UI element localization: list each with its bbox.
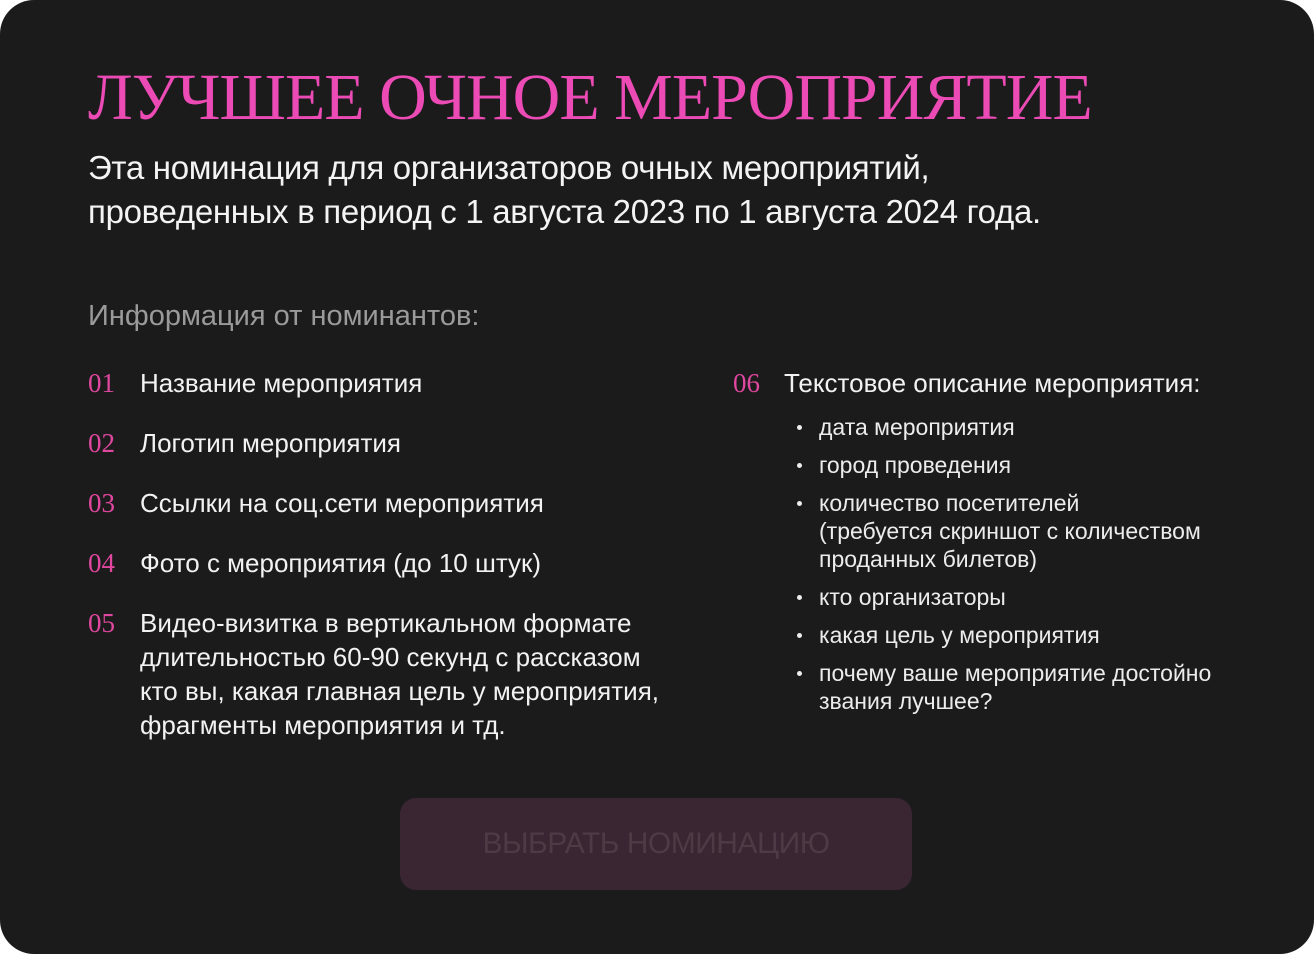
bullet-item bbox=[795, 621, 1295, 649]
item-text-line: Ссылки на соц.сети мероприятия bbox=[140, 488, 544, 518]
item-text bbox=[140, 366, 422, 400]
bullet-text: (требуется скриншот с количеством bbox=[819, 518, 1201, 544]
item-text bbox=[140, 606, 659, 742]
item-number: 03 bbox=[88, 488, 115, 518]
item-number: 02 bbox=[88, 428, 115, 458]
bullet-text: кто организаторы bbox=[819, 584, 1006, 610]
item-text-line: кто вы, какая главная цель у мероприятия, bbox=[140, 676, 659, 706]
item-text bbox=[140, 546, 541, 580]
item-text-line: Фото с мероприятия (до 10 штук) bbox=[140, 548, 542, 578]
item-number: 06 bbox=[733, 368, 760, 398]
bullet-item bbox=[795, 489, 1295, 573]
bullet-dot-icon bbox=[797, 463, 802, 468]
bullet-text: дата мероприятия bbox=[819, 414, 1015, 440]
bullet-text: какая цель у мероприятия bbox=[819, 622, 1100, 648]
bullet-dot-icon bbox=[797, 595, 802, 600]
bullet-text: город проведения bbox=[819, 452, 1012, 478]
bullet-text: звания лучшее? bbox=[819, 688, 993, 714]
bullet-text: почему ваше мероприятие достойно bbox=[819, 660, 1212, 686]
bullet-dot-icon bbox=[797, 425, 802, 430]
item-number: 01 bbox=[88, 368, 115, 398]
item-text bbox=[140, 486, 544, 520]
item-text: Текстовое описание мероприятия: bbox=[784, 368, 1201, 398]
item-text-line: Видео-визитка в вертикальном формате bbox=[140, 608, 632, 638]
select-nomination-button[interactable]: ВЫБРАТЬ НОМИНАЦИЮ bbox=[400, 798, 912, 890]
bullet-item bbox=[795, 413, 1295, 441]
nomination-title: ЛУЧШЕЕ ОЧНОЕ МЕРОПРИЯТИЕ bbox=[88, 61, 1092, 134]
description-line-2: проведенных в период с 1 августа 2023 по 1 августа 2024 года. bbox=[88, 193, 1041, 230]
bullet-dot-icon bbox=[797, 633, 802, 638]
description-bullet-list bbox=[795, 413, 1295, 725]
item-text-line: фрагменты мероприятия и тд. bbox=[140, 710, 506, 740]
item-number: 05 bbox=[88, 608, 115, 638]
bullet-dot-icon bbox=[797, 671, 802, 676]
item-text bbox=[140, 426, 401, 460]
bullet-item bbox=[795, 659, 1295, 715]
nomination-description bbox=[88, 146, 1238, 234]
info-heading: Информация от номинантов: bbox=[88, 300, 480, 332]
item-number: 04 bbox=[88, 548, 115, 578]
bullet-item bbox=[795, 583, 1295, 611]
description-line-1: Эта номинация для организаторов очных мероприятий, bbox=[88, 149, 930, 186]
bullet-text: проданных билетов) bbox=[819, 546, 1037, 572]
item-text-line: Логотип мероприятия bbox=[140, 428, 401, 458]
bullet-text: количество посетителей bbox=[819, 490, 1080, 516]
item-text-line: длительностью 60-90 секунд с рассказом bbox=[140, 642, 641, 672]
bullet-dot-icon bbox=[797, 501, 802, 506]
bullet-item bbox=[795, 451, 1295, 479]
item-text-line: Название мероприятия bbox=[140, 368, 423, 398]
